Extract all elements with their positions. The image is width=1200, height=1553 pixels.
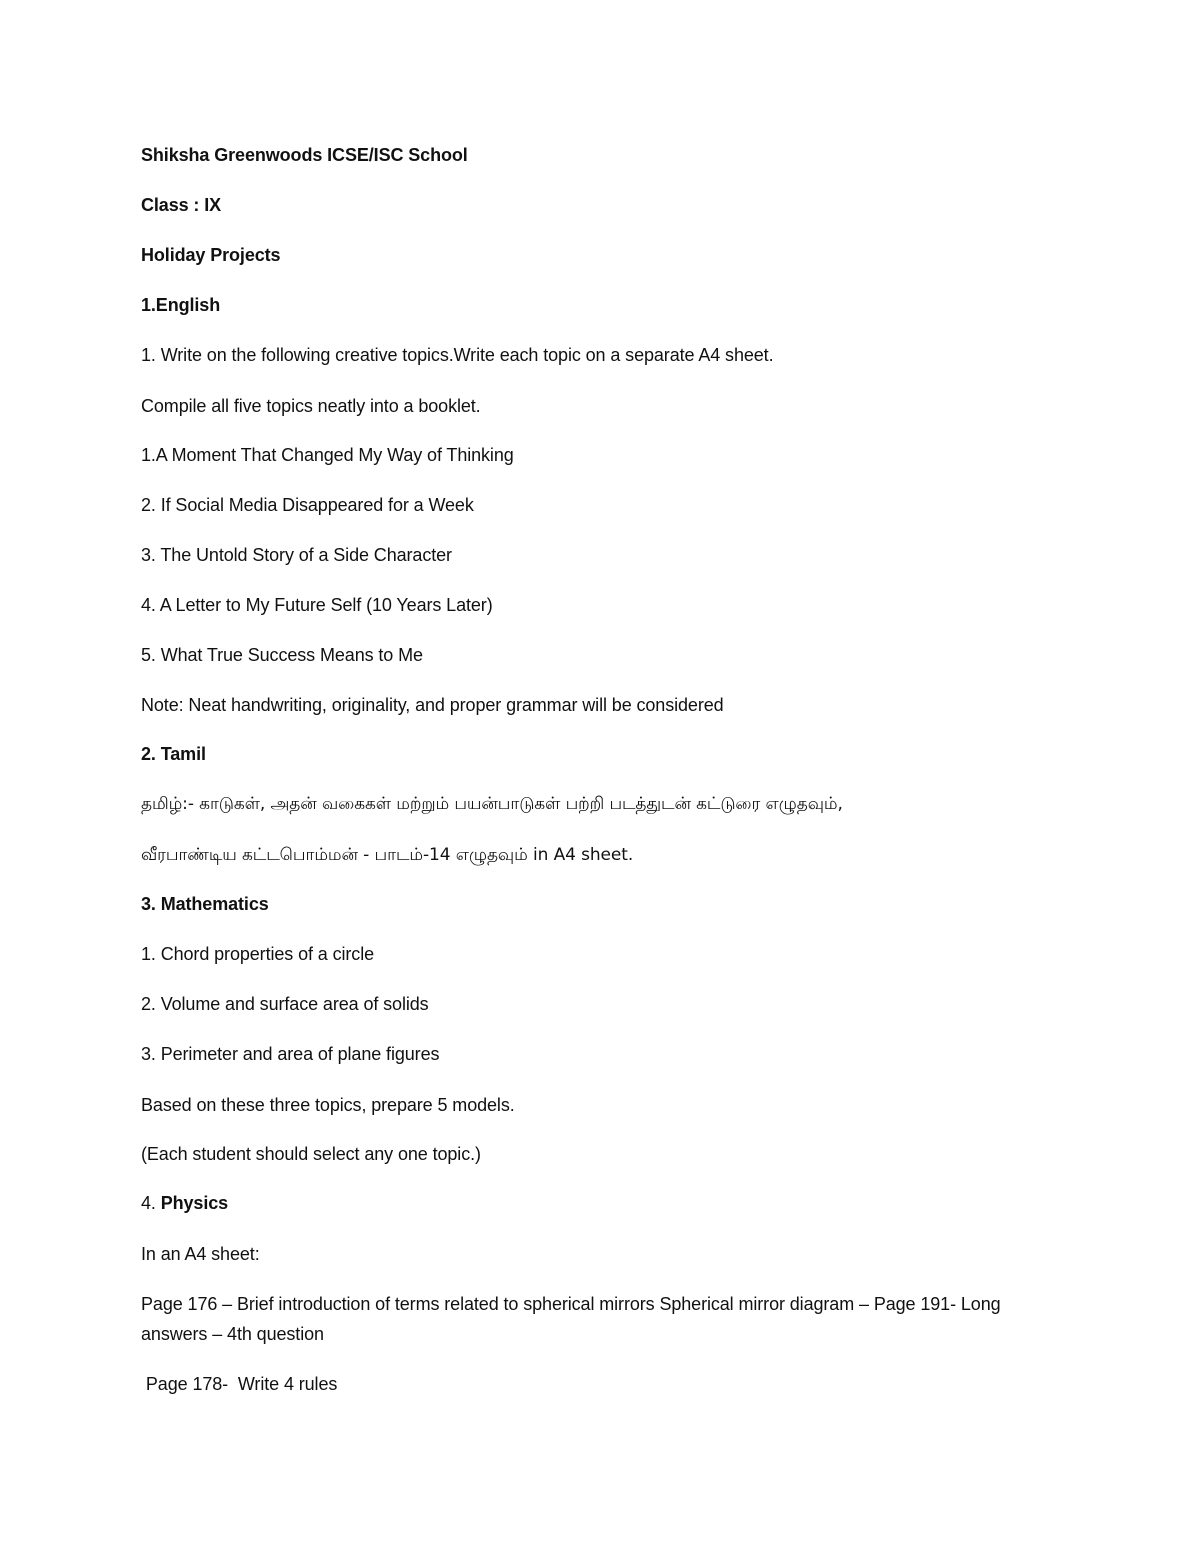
document-title: Holiday Projects [141, 245, 281, 265]
mathematics-topic: 2. Volume and surface area of solids [141, 994, 429, 1014]
english-heading: 1.English [141, 295, 221, 315]
english-instruction-1: 1. Write on the following creative topics.Write each topic on a separate A4 sheet. [141, 345, 774, 365]
mathematics-instruction-2: (Each student should select any one topic.) [141, 1144, 481, 1164]
english-topic: 2. If Social Media Disappeared for a Week [141, 495, 474, 515]
physics-intro: In an A4 sheet: [141, 1244, 260, 1264]
physics-heading [141, 1191, 228, 1215]
english-topic: 1.A Moment That Changed My Way of Thinking [141, 445, 514, 465]
mathematics-topic: 1. Chord properties of a circle [141, 944, 375, 964]
school-name: Shiksha Greenwoods ICSE/ISC School [141, 145, 468, 165]
english-topic: 4. A Letter to My Future Self (10 Years Later) [141, 595, 493, 615]
mathematics-instruction-1: Based on these three topics, prepare 5 models. [141, 1095, 515, 1115]
english-topic: 3. The Untold Story of a Side Character [141, 545, 452, 565]
english-instruction-2: Compile all five topics neatly into a booklet. [141, 396, 481, 416]
english-note: Note: Neat handwriting, originality, and proper grammar will be considered [141, 695, 724, 715]
physics-item-2: Page 178- Write 4 rules [141, 1374, 338, 1394]
tamil-heading: 2. Tamil [141, 744, 206, 764]
class-line: Class : IX [141, 195, 222, 215]
tamil-line-1: தமிழ்:- காடுகள், அதன் வகைகள் மற்றும் பயன்பாடுகள் பற்றி படத்துடன் கட்டுரை எழுதவும், [141, 794, 843, 814]
english-topic: 5. What True Success Means to Me [141, 645, 423, 665]
mathematics-heading: 3. Mathematics [141, 894, 269, 914]
mathematics-topic: 3. Perimeter and area of plane figures [141, 1044, 440, 1064]
physics-heading-number: 4. [141, 1193, 156, 1213]
tamil-line-2: வீரபாண்டிய கட்டபொம்மன் - பாடம்-14 எழுதவும் in A4 sheet. [141, 845, 634, 865]
physics-heading-label: Physics [160, 1193, 229, 1213]
physics-item-1: Page 176 – Brief introduction of terms related to spherical mirrors Spherical mirror diagram – Page 191- Long answers – 4th question [141, 1294, 1001, 1344]
